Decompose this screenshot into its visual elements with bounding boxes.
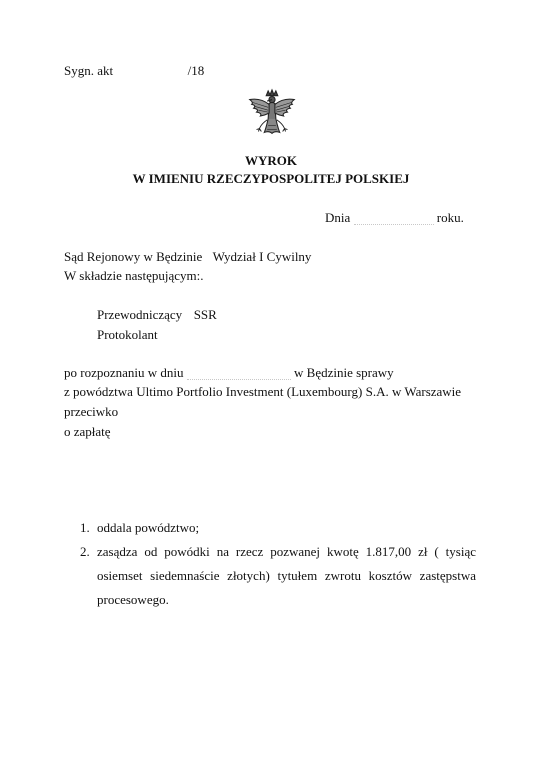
redacted-field (187, 369, 291, 380)
ruling-number: 1. (80, 520, 90, 535)
redacted-field (116, 67, 184, 77)
hearing-place: w Będzinie sprawy (294, 365, 394, 380)
composition-line: W składzie następującym:. (64, 268, 204, 283)
date-suffix: roku. (436, 210, 464, 225)
document-title: WYROK (245, 153, 297, 168)
against-line: przeciwko (64, 404, 119, 419)
date-prefix: Dnia (325, 210, 351, 225)
ruling-text: zasądza od powódki na rzecz pozwanej kwotę 1.817,00 zł ( tysiąc osiemset siedemnaście złotych) tytułem zwrotu kosztów zastępstwa procesowego. (97, 544, 476, 607)
polish-eagle-emblem-icon (243, 87, 301, 145)
clerk-line: Protokolant (97, 327, 158, 342)
hearing-prefix: po rozpoznaniu w dniu (64, 365, 184, 380)
ruling-list (80, 516, 476, 612)
chair-line (97, 307, 217, 323)
document-subtitle: W IMIENIU RZECZYPOSPOLITEJ POLSKIEJ (132, 171, 410, 186)
ruling-text: oddala powództwo; (97, 520, 200, 535)
court-name: Sąd Rejonowy w Będzinie (64, 249, 203, 264)
chair-value: SSR (193, 307, 217, 322)
ruling-item (80, 516, 476, 540)
case-signature-label: Sygn. akt (64, 63, 114, 78)
court-line (64, 249, 311, 265)
ruling-number: 2. (80, 544, 90, 559)
subject-line: o zapłatę (64, 424, 111, 439)
court-division: Wydział I Cywilny (212, 249, 312, 264)
chair-label: Przewodniczący (97, 307, 183, 322)
redacted-field (354, 214, 434, 225)
date-line (325, 210, 464, 226)
plaintiff-line: z powództwa Ultimo Portfolio Investment (Luxembourg) S.A. w Warszawie (64, 384, 462, 399)
ruling-item (80, 540, 476, 612)
case-signature-number: /18 (187, 63, 205, 78)
hearing-line (64, 365, 394, 381)
case-signature (64, 63, 204, 79)
